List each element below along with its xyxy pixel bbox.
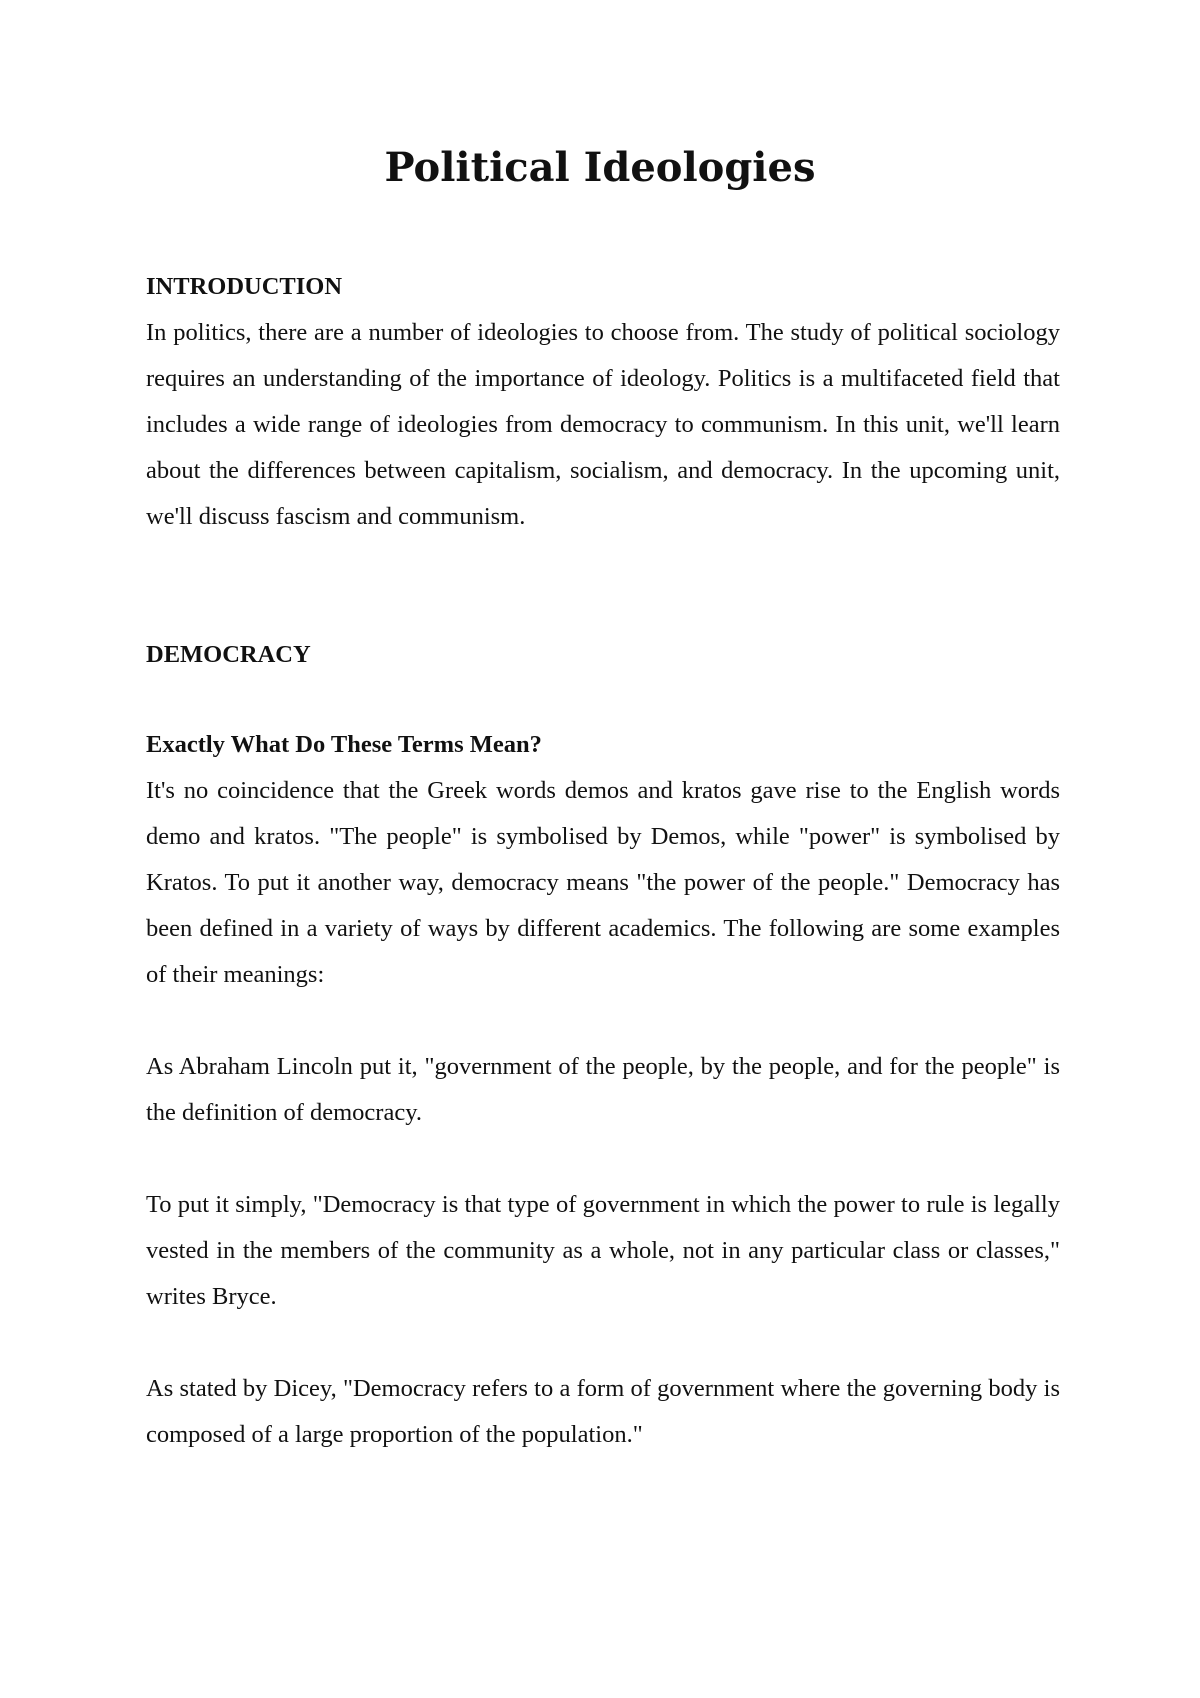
document-title: Political Ideologies	[384, 144, 816, 191]
paragraph-spacer	[146, 1136, 1060, 1182]
introduction-paragraph: In politics, there are a number of ideologies to choose from. The study of political sociology requires an understanding of the importance of ideology. Politics is a multifaceted field that includes a wide range of ideologies from democracy to communism. In this unit, we'll learn about the differences between capitalism, socialism, and democracy. In the upcoming unit, we'll discuss fascism and communism.	[146, 319, 1060, 530]
democracy-paragraph-bryce: To put it simply, "Democracy is that type of government in which the power to rule is legally vested in the members of the community as a whole, not in any particular class or classes," writes Bryce.	[146, 1191, 1060, 1310]
democracy-heading: DEMOCRACY	[146, 641, 311, 668]
paragraph-spacer	[146, 998, 1060, 1044]
paragraph-spacer	[146, 1320, 1060, 1366]
democracy-paragraph-definition: It's no coincidence that the Greek words demos and kratos gave rise to the English words demo and kratos. "The people" is symbolised by Demos, while "power" is symbolised by Kratos. To put it another way, democracy means "the power of the people." Democracy has been defined in a variety of ways by different academics. The following are some examples of their meanings:	[146, 777, 1060, 988]
democracy-paragraph-dicey: As stated by Dicey, "Democracy refers to a form of government where the governing body is composed of a large proportion of the population."	[146, 1375, 1060, 1448]
democracy-paragraph-lincoln: As Abraham Lincoln put it, "government of the people, by the people, and for the people" is the definition of democracy.	[146, 1053, 1060, 1126]
section-spacer	[146, 540, 1060, 632]
heading-spacer	[146, 678, 1060, 722]
document-body	[146, 264, 1060, 1458]
introduction-heading: INTRODUCTION	[146, 273, 343, 300]
democracy-subheading: Exactly What Do These Terms Mean?	[146, 731, 542, 758]
